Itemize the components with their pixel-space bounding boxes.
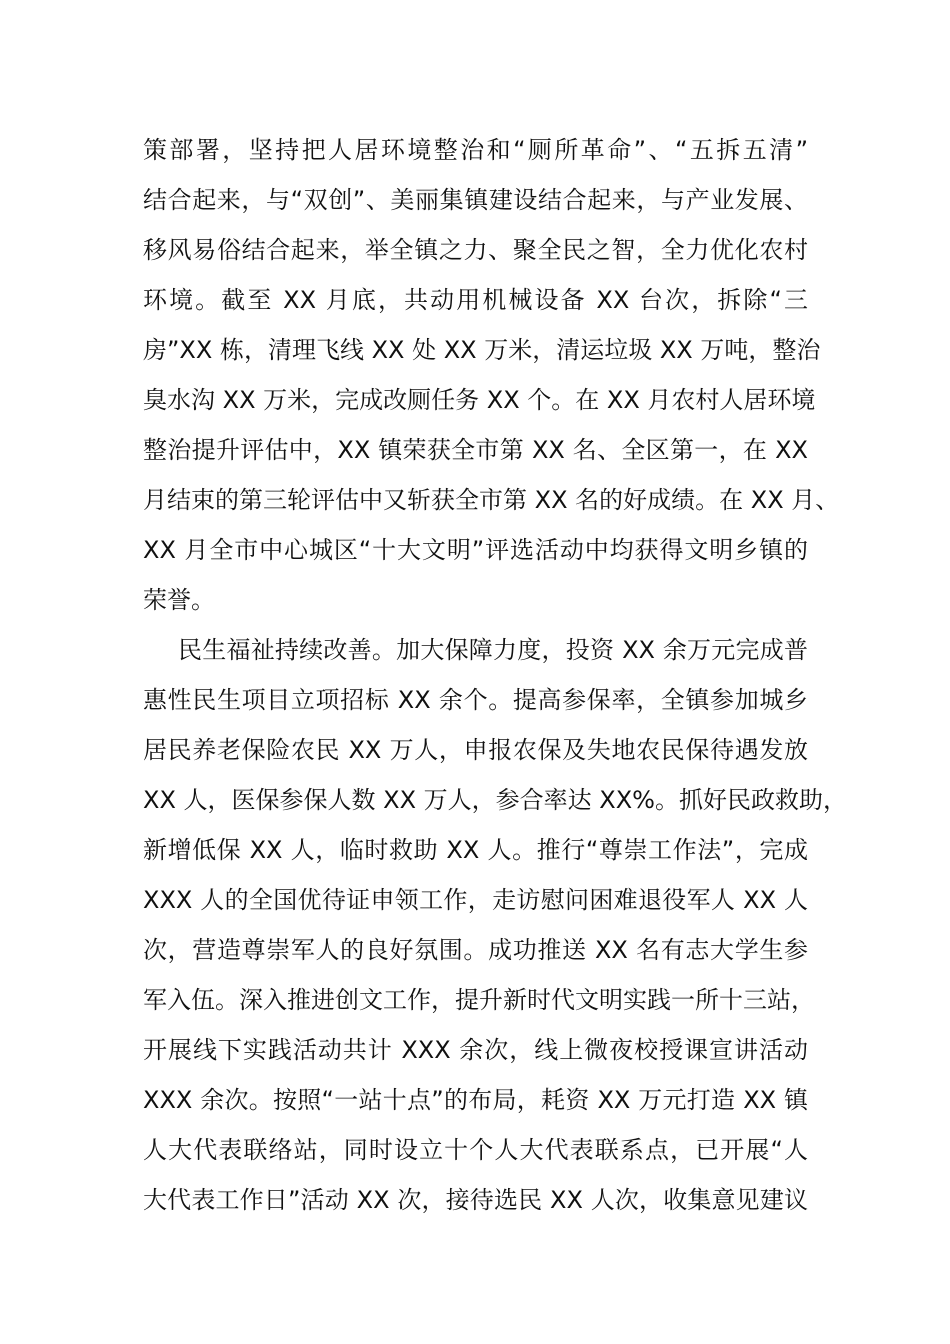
text-line: XXX 人的全国优待证申领工作，走访慰问困难退役军人 XX 人 [143, 886, 808, 914]
text-line: XX 人，医保参保人数 XX 万人，参合率达 XX%。抓好民政救助， [143, 786, 847, 814]
text-line: XXX 余次。按照“一站十点”的布局，耗资 XX 万元打造 XX 镇 [143, 1086, 808, 1114]
text-line: 房”XX 栋，清理飞线 XX 处 XX 万米，清运垃圾 XX 万吨，整治 [143, 336, 821, 364]
text-line: 移风易俗结合起来，举全镇之力、聚全民之智，全力优化农村 [143, 236, 808, 264]
text-line: 环境。截至 XX 月底，共动用机械设备 XX 台次，拆除“三 [143, 286, 808, 314]
text-line: 民生福祉持续改善。加大保障力度，投资 XX 余万元完成普 [178, 636, 808, 664]
text-line: 月结束的第三轮评估中又斩获全市第 XX 名的好成绩。在 XX 月、 [143, 486, 840, 514]
text-line: 次，营造尊崇军人的良好氛围。成功推送 XX 名有志大学生参 [143, 936, 808, 964]
text-line: 结合起来，与“双创”、美丽集镇建设结合起来，与产业发展、 [143, 186, 808, 214]
text-line: 荣誉。 [143, 586, 215, 614]
text-line: 惠性民生项目立项招标 XX 余个。提高参保率，全镇参加城乡 [143, 686, 808, 714]
text-line: 策部署，坚持把人居环境整治和“厕所革命”、“五拆五清” [143, 136, 808, 164]
text-line: 开展线下实践活动共计 XXX 余次，线上微夜校授课宣讲活动 [143, 1036, 808, 1064]
text-line: 军入伍。深入推进创文工作，提升新时代文明实践一所十三站， [143, 986, 815, 1014]
text-line: 人大代表联络站，同时设立十个人大代表联系点，已开展“人 [143, 1136, 808, 1164]
text-line: 大代表工作日”活动 XX 次，接待选民 XX 人次，收集意见建议 [143, 1186, 808, 1214]
text-line: XX 月全市中心城区“十大文明”评选活动中均获得文明乡镇的 [143, 536, 808, 564]
text-line: 臭水沟 XX 万米，完成改厕任务 XX 个。在 XX 月农村人居环境 [143, 386, 816, 414]
text-line: 新增低保 XX 人，临时救助 XX 人。推行“尊崇工作法”，完成 [143, 836, 808, 864]
text-line: 整治提升评估中，XX 镇荣获全市第 XX 名、全区第一，在 XX [143, 436, 808, 464]
text-line: 居民养老保险农民 XX 万人，申报农保及失地农民保待遇发放 [143, 736, 808, 764]
